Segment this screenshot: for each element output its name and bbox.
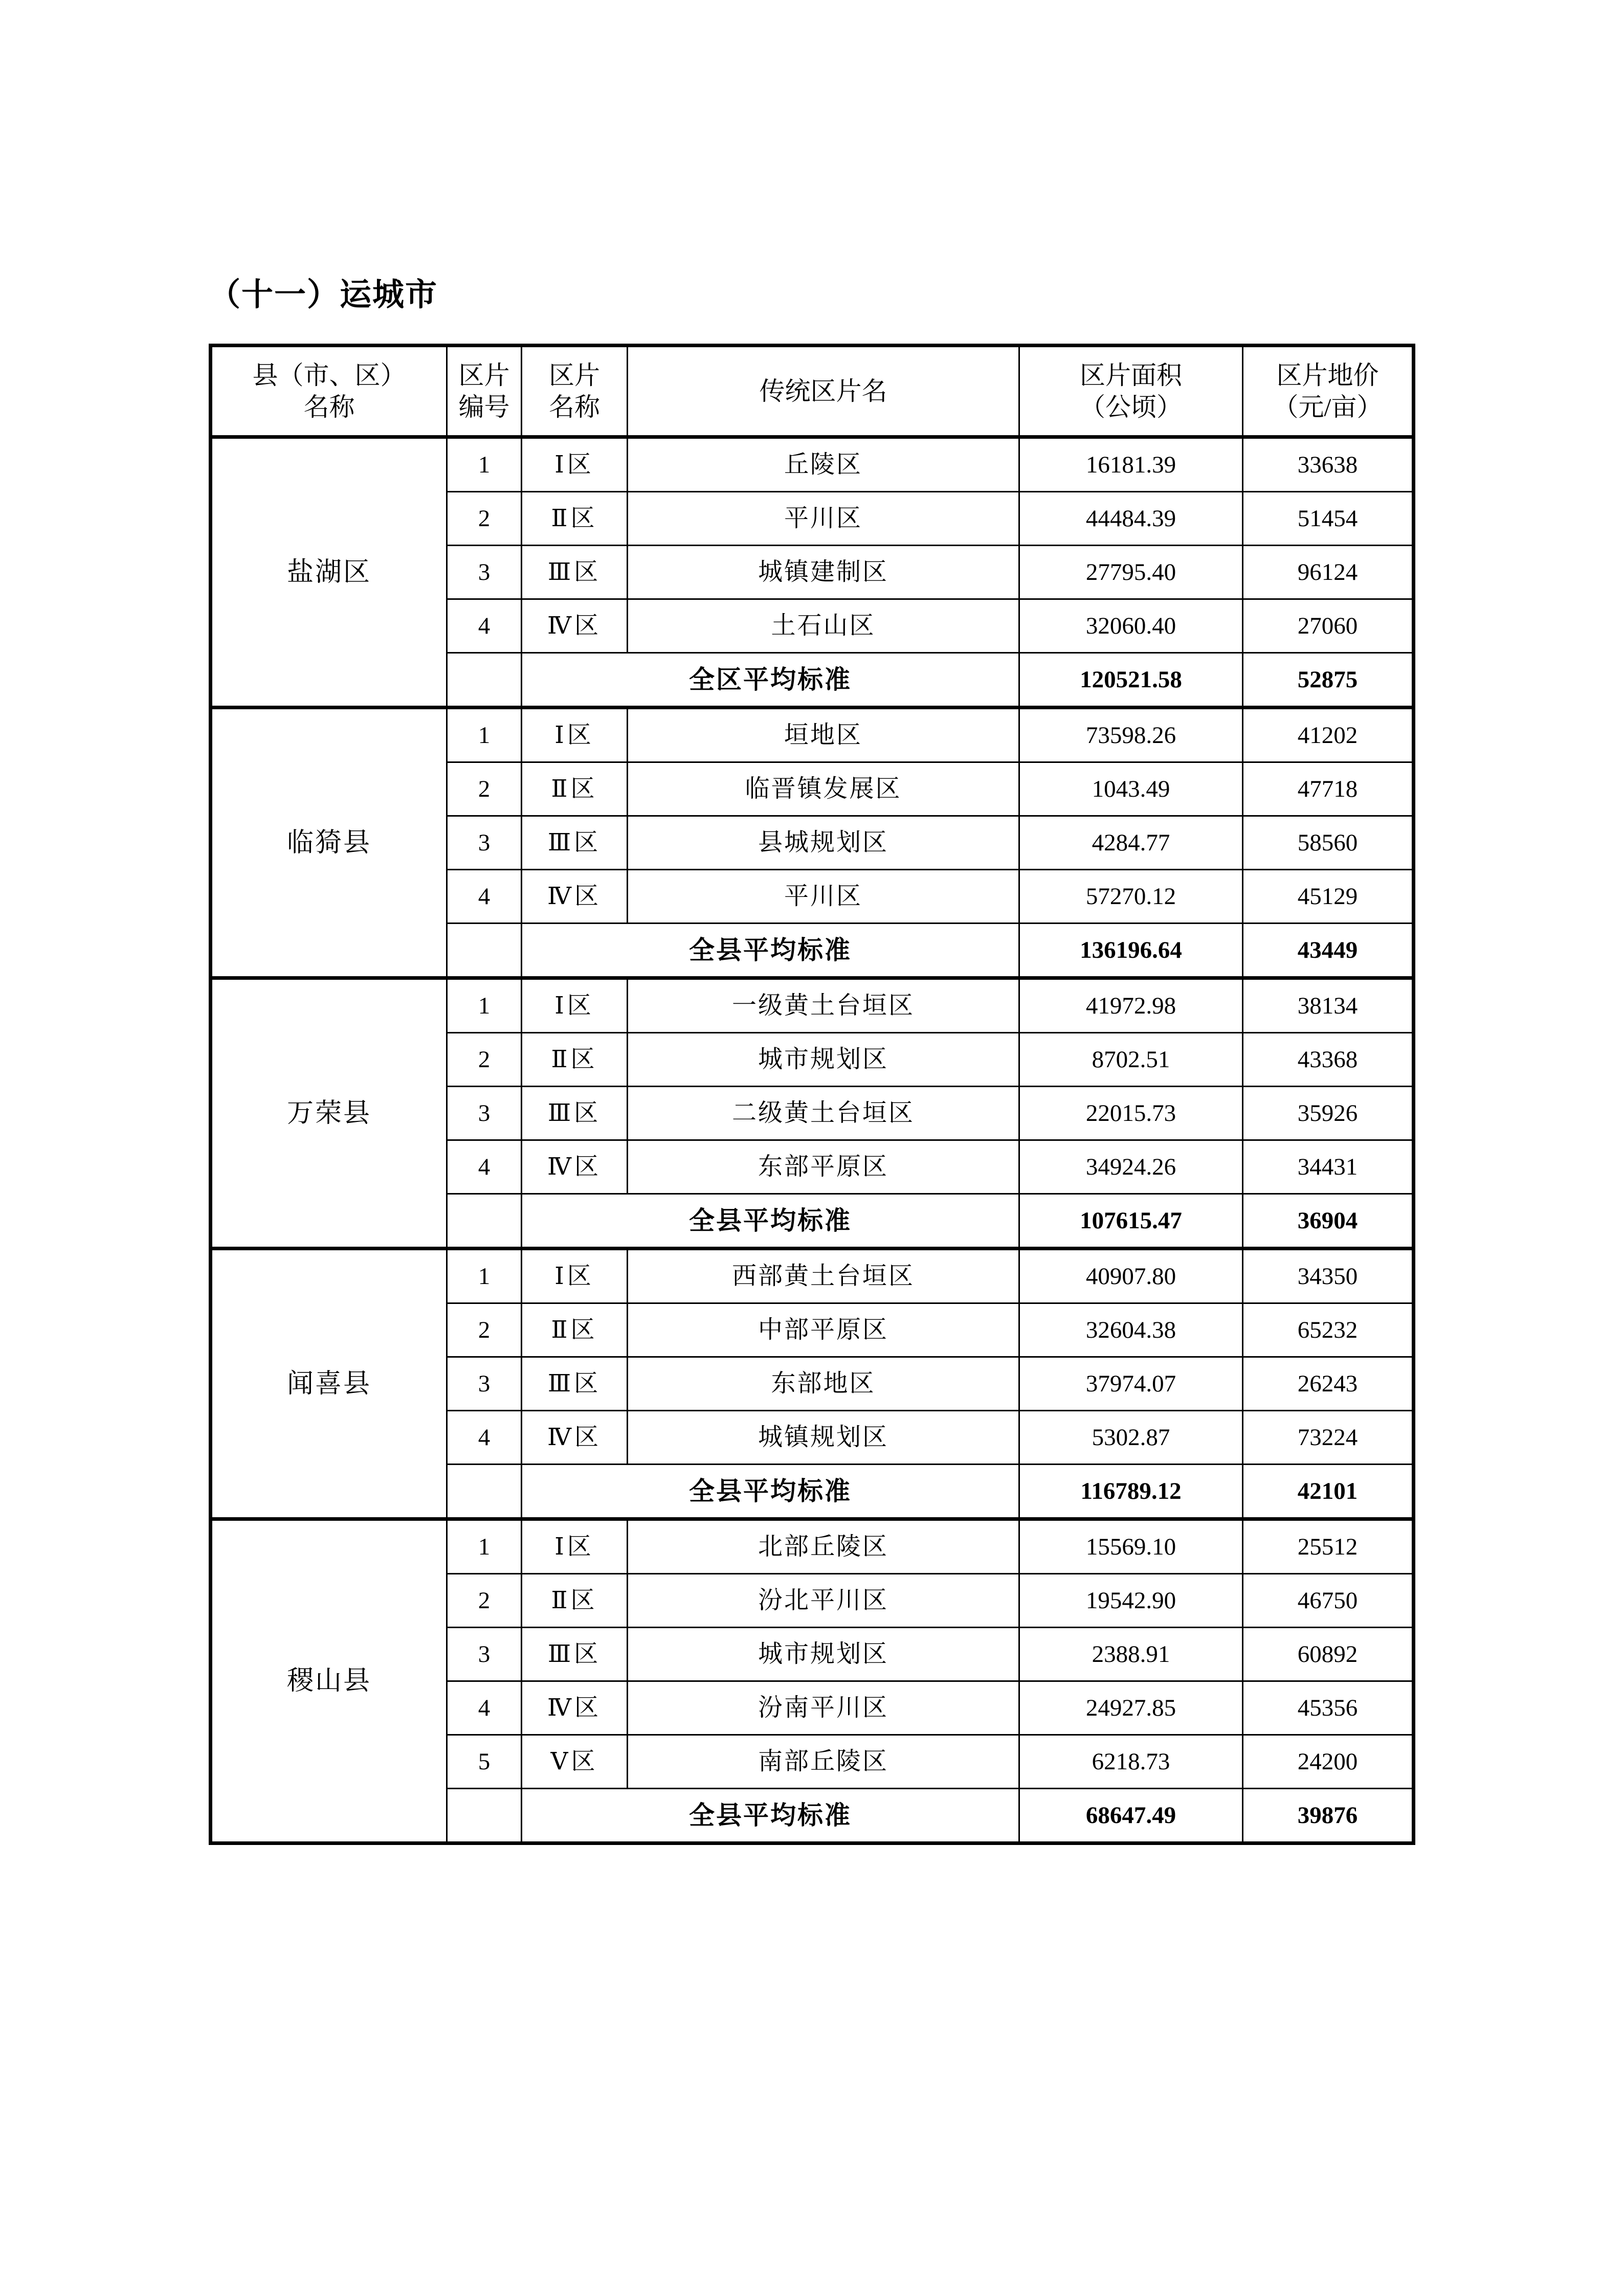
header-area-line1: 区片面积 xyxy=(1080,361,1182,390)
summary-blank-cell xyxy=(447,1194,522,1249)
header-row xyxy=(211,346,1414,437)
zone-number-cell: 2 xyxy=(447,1303,522,1357)
zone-area-cell: 40907.80 xyxy=(1019,1249,1243,1303)
header-area-line2: （公顷） xyxy=(1080,393,1182,421)
traditional-name-cell: 东部地区 xyxy=(628,1357,1019,1411)
zone-name-cell: Ⅲ区 xyxy=(522,1628,628,1681)
header-zone-number-line1: 区片 xyxy=(458,361,510,390)
zone-price-cell: 73224 xyxy=(1243,1411,1414,1465)
zone-number-cell: 4 xyxy=(447,599,522,653)
zone-area-cell: 8702.51 xyxy=(1019,1033,1243,1087)
zone-name-cell: Ⅱ区 xyxy=(522,762,628,816)
summary-price-cell: 36904 xyxy=(1243,1194,1414,1249)
summary-label-cell: 全县平均标准 xyxy=(522,1465,1019,1519)
zone-price-cell: 38134 xyxy=(1243,978,1414,1033)
zone-name-cell: Ⅳ区 xyxy=(522,1681,628,1735)
zone-name-cell: Ⅲ区 xyxy=(522,1357,628,1411)
header-area xyxy=(1019,346,1243,437)
zone-name-cell: Ⅰ区 xyxy=(522,708,628,762)
traditional-name-cell: 垣地区 xyxy=(628,708,1019,762)
zone-price-cell: 65232 xyxy=(1243,1303,1414,1357)
zone-number-cell: 2 xyxy=(447,762,522,816)
traditional-name-cell: 土石山区 xyxy=(628,599,1019,653)
table-row xyxy=(211,978,1414,1033)
header-price-line2: （元/亩） xyxy=(1273,393,1383,421)
traditional-name-cell: 城市规划区 xyxy=(628,1628,1019,1681)
zone-number-cell: 4 xyxy=(447,870,522,924)
zone-area-cell: 15569.10 xyxy=(1019,1519,1243,1574)
traditional-name-cell: 平川区 xyxy=(628,492,1019,546)
traditional-name-cell: 丘陵区 xyxy=(628,437,1019,492)
zone-area-cell: 2388.91 xyxy=(1019,1628,1243,1681)
zone-name-cell: Ⅴ区 xyxy=(522,1735,628,1789)
summary-label-cell: 全县平均标准 xyxy=(522,1789,1019,1843)
zone-price-cell: 24200 xyxy=(1243,1735,1414,1789)
county-name-cell: 盐湖区 xyxy=(211,437,447,708)
zone-name-cell: Ⅳ区 xyxy=(522,1140,628,1194)
zone-name-cell: Ⅰ区 xyxy=(522,978,628,1033)
traditional-name-cell: 城镇建制区 xyxy=(628,546,1019,599)
header-price xyxy=(1243,346,1414,437)
summary-area-cell: 116789.12 xyxy=(1019,1465,1243,1519)
summary-price-cell: 42101 xyxy=(1243,1465,1414,1519)
zone-area-cell: 34924.26 xyxy=(1019,1140,1243,1194)
table-body xyxy=(211,437,1414,1843)
zone-name-cell: Ⅳ区 xyxy=(522,1411,628,1465)
zone-name-cell: Ⅳ区 xyxy=(522,870,628,924)
traditional-name-cell: 东部平原区 xyxy=(628,1140,1019,1194)
zone-area-cell: 4284.77 xyxy=(1019,816,1243,870)
zone-price-cell: 47718 xyxy=(1243,762,1414,816)
zone-number-cell: 5 xyxy=(447,1735,522,1789)
zone-number-cell: 2 xyxy=(447,492,522,546)
summary-price-cell: 39876 xyxy=(1243,1789,1414,1843)
header-county-line1: 县（市、区） xyxy=(252,361,406,390)
zone-number-cell: 2 xyxy=(447,1574,522,1628)
zone-name-cell: Ⅱ区 xyxy=(522,1574,628,1628)
county-name-cell: 临猗县 xyxy=(211,708,447,978)
summary-blank-cell xyxy=(447,653,522,708)
zone-price-cell: 46750 xyxy=(1243,1574,1414,1628)
zone-price-cell: 26243 xyxy=(1243,1357,1414,1411)
header-zone-name-line2: 名称 xyxy=(549,393,600,421)
header-zone-number-line2: 编号 xyxy=(458,393,510,421)
traditional-name-cell: 中部平原区 xyxy=(628,1303,1019,1357)
zone-price-cell: 35926 xyxy=(1243,1087,1414,1140)
zone-number-cell: 4 xyxy=(447,1681,522,1735)
table-row xyxy=(211,437,1414,492)
traditional-name-cell: 北部丘陵区 xyxy=(628,1519,1019,1574)
zone-area-cell: 32060.40 xyxy=(1019,599,1243,653)
traditional-name-cell: 南部丘陵区 xyxy=(628,1735,1019,1789)
zone-price-cell: 34350 xyxy=(1243,1249,1414,1303)
zone-price-cell: 34431 xyxy=(1243,1140,1414,1194)
zone-name-cell: Ⅱ区 xyxy=(522,1303,628,1357)
table-row xyxy=(211,1249,1414,1303)
summary-area-cell: 68647.49 xyxy=(1019,1789,1243,1843)
summary-blank-cell xyxy=(447,924,522,978)
summary-price-cell: 43449 xyxy=(1243,924,1414,978)
zone-area-cell: 5302.87 xyxy=(1019,1411,1243,1465)
zone-area-cell: 32604.38 xyxy=(1019,1303,1243,1357)
zone-number-cell: 3 xyxy=(447,546,522,599)
summary-blank-cell xyxy=(447,1465,522,1519)
zone-number-cell: 2 xyxy=(447,1033,522,1087)
summary-blank-cell xyxy=(447,1789,522,1843)
county-name-cell: 万荣县 xyxy=(211,978,447,1249)
zone-area-cell: 1043.49 xyxy=(1019,762,1243,816)
zone-area-cell: 24927.85 xyxy=(1019,1681,1243,1735)
table-row xyxy=(211,708,1414,762)
summary-label-cell: 全县平均标准 xyxy=(522,924,1019,978)
traditional-name-cell: 西部黄土台垣区 xyxy=(628,1249,1019,1303)
zone-area-cell: 57270.12 xyxy=(1019,870,1243,924)
zone-name-cell: Ⅲ区 xyxy=(522,816,628,870)
summary-area-cell: 120521.58 xyxy=(1019,653,1243,708)
traditional-name-cell: 临晋镇发展区 xyxy=(628,762,1019,816)
zone-number-cell: 3 xyxy=(447,1357,522,1411)
summary-label-cell: 全县平均标准 xyxy=(522,1194,1019,1249)
summary-area-cell: 136196.64 xyxy=(1019,924,1243,978)
summary-price-cell: 52875 xyxy=(1243,653,1414,708)
zone-area-cell: 19542.90 xyxy=(1019,1574,1243,1628)
traditional-name-cell: 城市规划区 xyxy=(628,1033,1019,1087)
zone-price-cell: 58560 xyxy=(1243,816,1414,870)
zone-number-cell: 3 xyxy=(447,1628,522,1681)
traditional-name-cell: 汾南平川区 xyxy=(628,1681,1019,1735)
zone-number-cell: 1 xyxy=(447,437,522,492)
page-title: （十一）运城市 xyxy=(209,278,438,312)
traditional-name-cell: 二级黄土台垣区 xyxy=(628,1087,1019,1140)
zone-area-cell: 41972.98 xyxy=(1019,978,1243,1033)
zone-price-cell: 60892 xyxy=(1243,1628,1414,1681)
zone-number-cell: 1 xyxy=(447,708,522,762)
zone-number-cell: 3 xyxy=(447,816,522,870)
zone-name-cell: Ⅰ区 xyxy=(522,1249,628,1303)
county-name-cell: 稷山县 xyxy=(211,1519,447,1843)
zone-number-cell: 4 xyxy=(447,1140,522,1194)
zone-name-cell: Ⅲ区 xyxy=(522,1087,628,1140)
zone-price-cell: 45356 xyxy=(1243,1681,1414,1735)
zone-number-cell: 1 xyxy=(447,1249,522,1303)
summary-area-cell: 107615.47 xyxy=(1019,1194,1243,1249)
zone-number-cell: 3 xyxy=(447,1087,522,1140)
zone-name-cell: Ⅲ区 xyxy=(522,546,628,599)
zone-area-cell: 73598.26 xyxy=(1019,708,1243,762)
zone-price-cell: 51454 xyxy=(1243,492,1414,546)
traditional-name-cell: 汾北平川区 xyxy=(628,1574,1019,1628)
summary-label-cell: 全区平均标准 xyxy=(522,653,1019,708)
zone-number-cell: 4 xyxy=(447,1411,522,1465)
county-name-cell: 闻喜县 xyxy=(211,1249,447,1519)
header-traditional-name xyxy=(628,346,1019,437)
zone-area-cell: 22015.73 xyxy=(1019,1087,1243,1140)
zone-price-cell: 43368 xyxy=(1243,1033,1414,1087)
zone-number-cell: 1 xyxy=(447,1519,522,1574)
zone-area-cell: 44484.39 xyxy=(1019,492,1243,546)
zone-area-cell: 27795.40 xyxy=(1019,546,1243,599)
traditional-name-cell: 一级黄土台垣区 xyxy=(628,978,1019,1033)
zone-name-cell: Ⅳ区 xyxy=(522,599,628,653)
header-county-line2: 名称 xyxy=(303,393,355,421)
zone-number-cell: 1 xyxy=(447,978,522,1033)
zone-name-cell: Ⅱ区 xyxy=(522,492,628,546)
zone-area-cell: 37974.07 xyxy=(1019,1357,1243,1411)
zone-price-cell: 27060 xyxy=(1243,599,1414,653)
traditional-name-cell: 城镇规划区 xyxy=(628,1411,1019,1465)
zone-name-cell: Ⅰ区 xyxy=(522,1519,628,1574)
header-price-line1: 区片地价 xyxy=(1276,361,1379,390)
header-traditional-name-line1: 传统区片名 xyxy=(759,376,887,406)
zone-name-cell: Ⅰ区 xyxy=(522,437,628,492)
table-row xyxy=(211,1519,1414,1574)
traditional-name-cell: 县城规划区 xyxy=(628,816,1019,870)
zone-area-cell: 16181.39 xyxy=(1019,437,1243,492)
zone-price-cell: 45129 xyxy=(1243,870,1414,924)
zone-price-cell: 41202 xyxy=(1243,708,1414,762)
zone-price-cell: 96124 xyxy=(1243,546,1414,599)
header-zone-name-line1: 区片 xyxy=(549,361,600,390)
header-zone-name xyxy=(522,346,628,437)
header-zone-number xyxy=(447,346,522,437)
zone-name-cell: Ⅱ区 xyxy=(522,1033,628,1087)
traditional-name-cell: 平川区 xyxy=(628,870,1019,924)
header-county xyxy=(211,346,447,437)
land-price-table xyxy=(209,344,1415,1845)
zone-area-cell: 6218.73 xyxy=(1019,1735,1243,1789)
table-header xyxy=(211,346,1414,437)
zone-price-cell: 25512 xyxy=(1243,1519,1414,1574)
zone-price-cell: 33638 xyxy=(1243,437,1414,492)
